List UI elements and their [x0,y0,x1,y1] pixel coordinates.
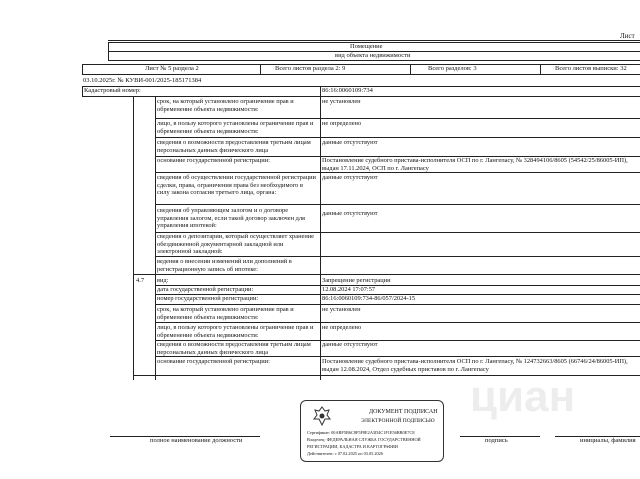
stamp-owner: Владелец: ФЕДЕРАЛЬНАЯ СЛУЖБА ГОСУДАРСТВЕННОЙ [307,437,421,442]
beneficiary-value: не определено [322,120,362,127]
third-party-consent-label: сведения об осуществлении государственной регистрации сделки, права, ограничения права без необходимого в силу закона согласия третьего лица, органа: [157,174,316,197]
name-caption: инициалы, фамилия [580,437,636,444]
pledge-manager-label: сведения об управляющем залогом и о договоре управления залогом, если такой договор заключен для управления ипотекой: [157,207,305,230]
stamp-owner-cont: РЕГИСТРАЦИИ, КАДАСТРА И КАРТОГРАФИИ [307,444,398,449]
extract-date-number: 03.10.2025г. № КУВИ-001/2025-185171384 [83,77,202,84]
stamp-title: ДОКУМЕНТ ПОДПИСАН [369,409,438,415]
signature-caption: подпись [485,437,508,444]
registration-number-value: 86:16:0060109:734-86/057/2024-15 [322,295,416,302]
registration-date-value: 12.08.2024 17:07:57 [322,286,376,293]
beneficiary-label: лицо, в пользу которого установлены ограничение прав и обременение объекта недвижимости: [157,120,314,135]
personal-data-value: данные отсутствуют [322,139,378,146]
stamp-certificate: Сертификат: 00ABF5B6C8F5F8E2A3D4C1F1E56BB0E7C8 [307,430,415,435]
sheet-label: Лист [620,32,635,40]
restriction-kind-label: вид: [157,277,169,284]
cadastral-label: Кадастровый номер: [84,87,141,94]
registration-number-label: номер государственной регистрации: [157,295,259,302]
registration-basis-value-2: Постановление судебного пристава-исполнителя ОСП по г. Лангепасу, № 124732663/8605 (66746/24/86005-ИП), выдан 12.08.2024, Отдел судебных приставов по г. Лангепасу [322,358,628,373]
stamp-subtitle: ЭЛЕКТРОННОЙ ПОДПИСЬЮ [361,418,435,424]
entry-number: 4.7 [136,277,145,284]
registration-basis-value: Постановление судебного пристава-исполнителя ОСП по г. Лангепасу, № 328494106/8605 (54542/25/86005-ИП), выдан 17.11.2024, ОСП по г. Лангепасу [322,157,628,172]
restriction-term-label-2: срок, на который установлено ограничение прав и обременение объекта недвижимости: [157,306,294,321]
extract-sheets-total: Всего листов выписки: 32 [555,65,627,72]
restriction-term-value-2: не установлен [322,306,361,313]
personal-data-label-2: сведения о возможности предоставления третьим лицам персональных данных физического лица [157,341,311,356]
position-caption: полное наименование должности [150,437,243,444]
object-type-title: Помещение [350,43,383,50]
section-sheets-total: Всего листов раздела 2: 9 [275,65,346,72]
depositary-label: сведения о депозитарии, который осуществляет хранение обездвиженной документарной закладной или электронной закладной: [157,233,315,256]
sections-total: Всего разделов: 3 [428,65,477,72]
restriction-term-value: не установлен [322,98,361,105]
personal-data-label: сведения о возможности предоставления третьим лицам персональных данных физического лица [157,139,311,154]
watermark: циан [470,372,576,421]
restriction-term-label: срок, на который установлено ограничение прав и обременение объекта недвижимости: [157,98,294,113]
third-party-consent-value: данные отсутствуют [322,174,378,181]
personal-data-value-2: данные отсутствуют [322,341,378,348]
pledge-manager-value: данные отсутствуют [322,210,378,217]
object-kind-subtitle: вид объекта недвижимости [335,52,411,59]
mortgage-changes-label: ведения о внесении изменений или дополнений в регистрационную запись об ипотеке: [157,258,292,273]
cadastral-number: 86:16:0060109:734 [322,87,373,94]
e-signature-stamp [300,400,444,462]
registration-date-label: дата государственной регистрации: [157,286,254,293]
emblem-icon [311,405,333,427]
beneficiary-label-2: лицо, в пользу которого установлены ограничение прав и обременение объекта недвижимости: [157,324,314,339]
stamp-validity: Действителен: с 07.02.2025 по 03.05.2026 [307,451,383,456]
registration-basis-label-2: основание государственной регистрации: [157,358,270,365]
restriction-kind-value: Запрещение регистрации [322,277,391,284]
registration-basis-label: основание государственной регистрации: [157,157,270,164]
beneficiary-value-2: не определено [322,324,362,331]
sheet-section-label: Лист № 5 раздела 2 [145,65,199,72]
